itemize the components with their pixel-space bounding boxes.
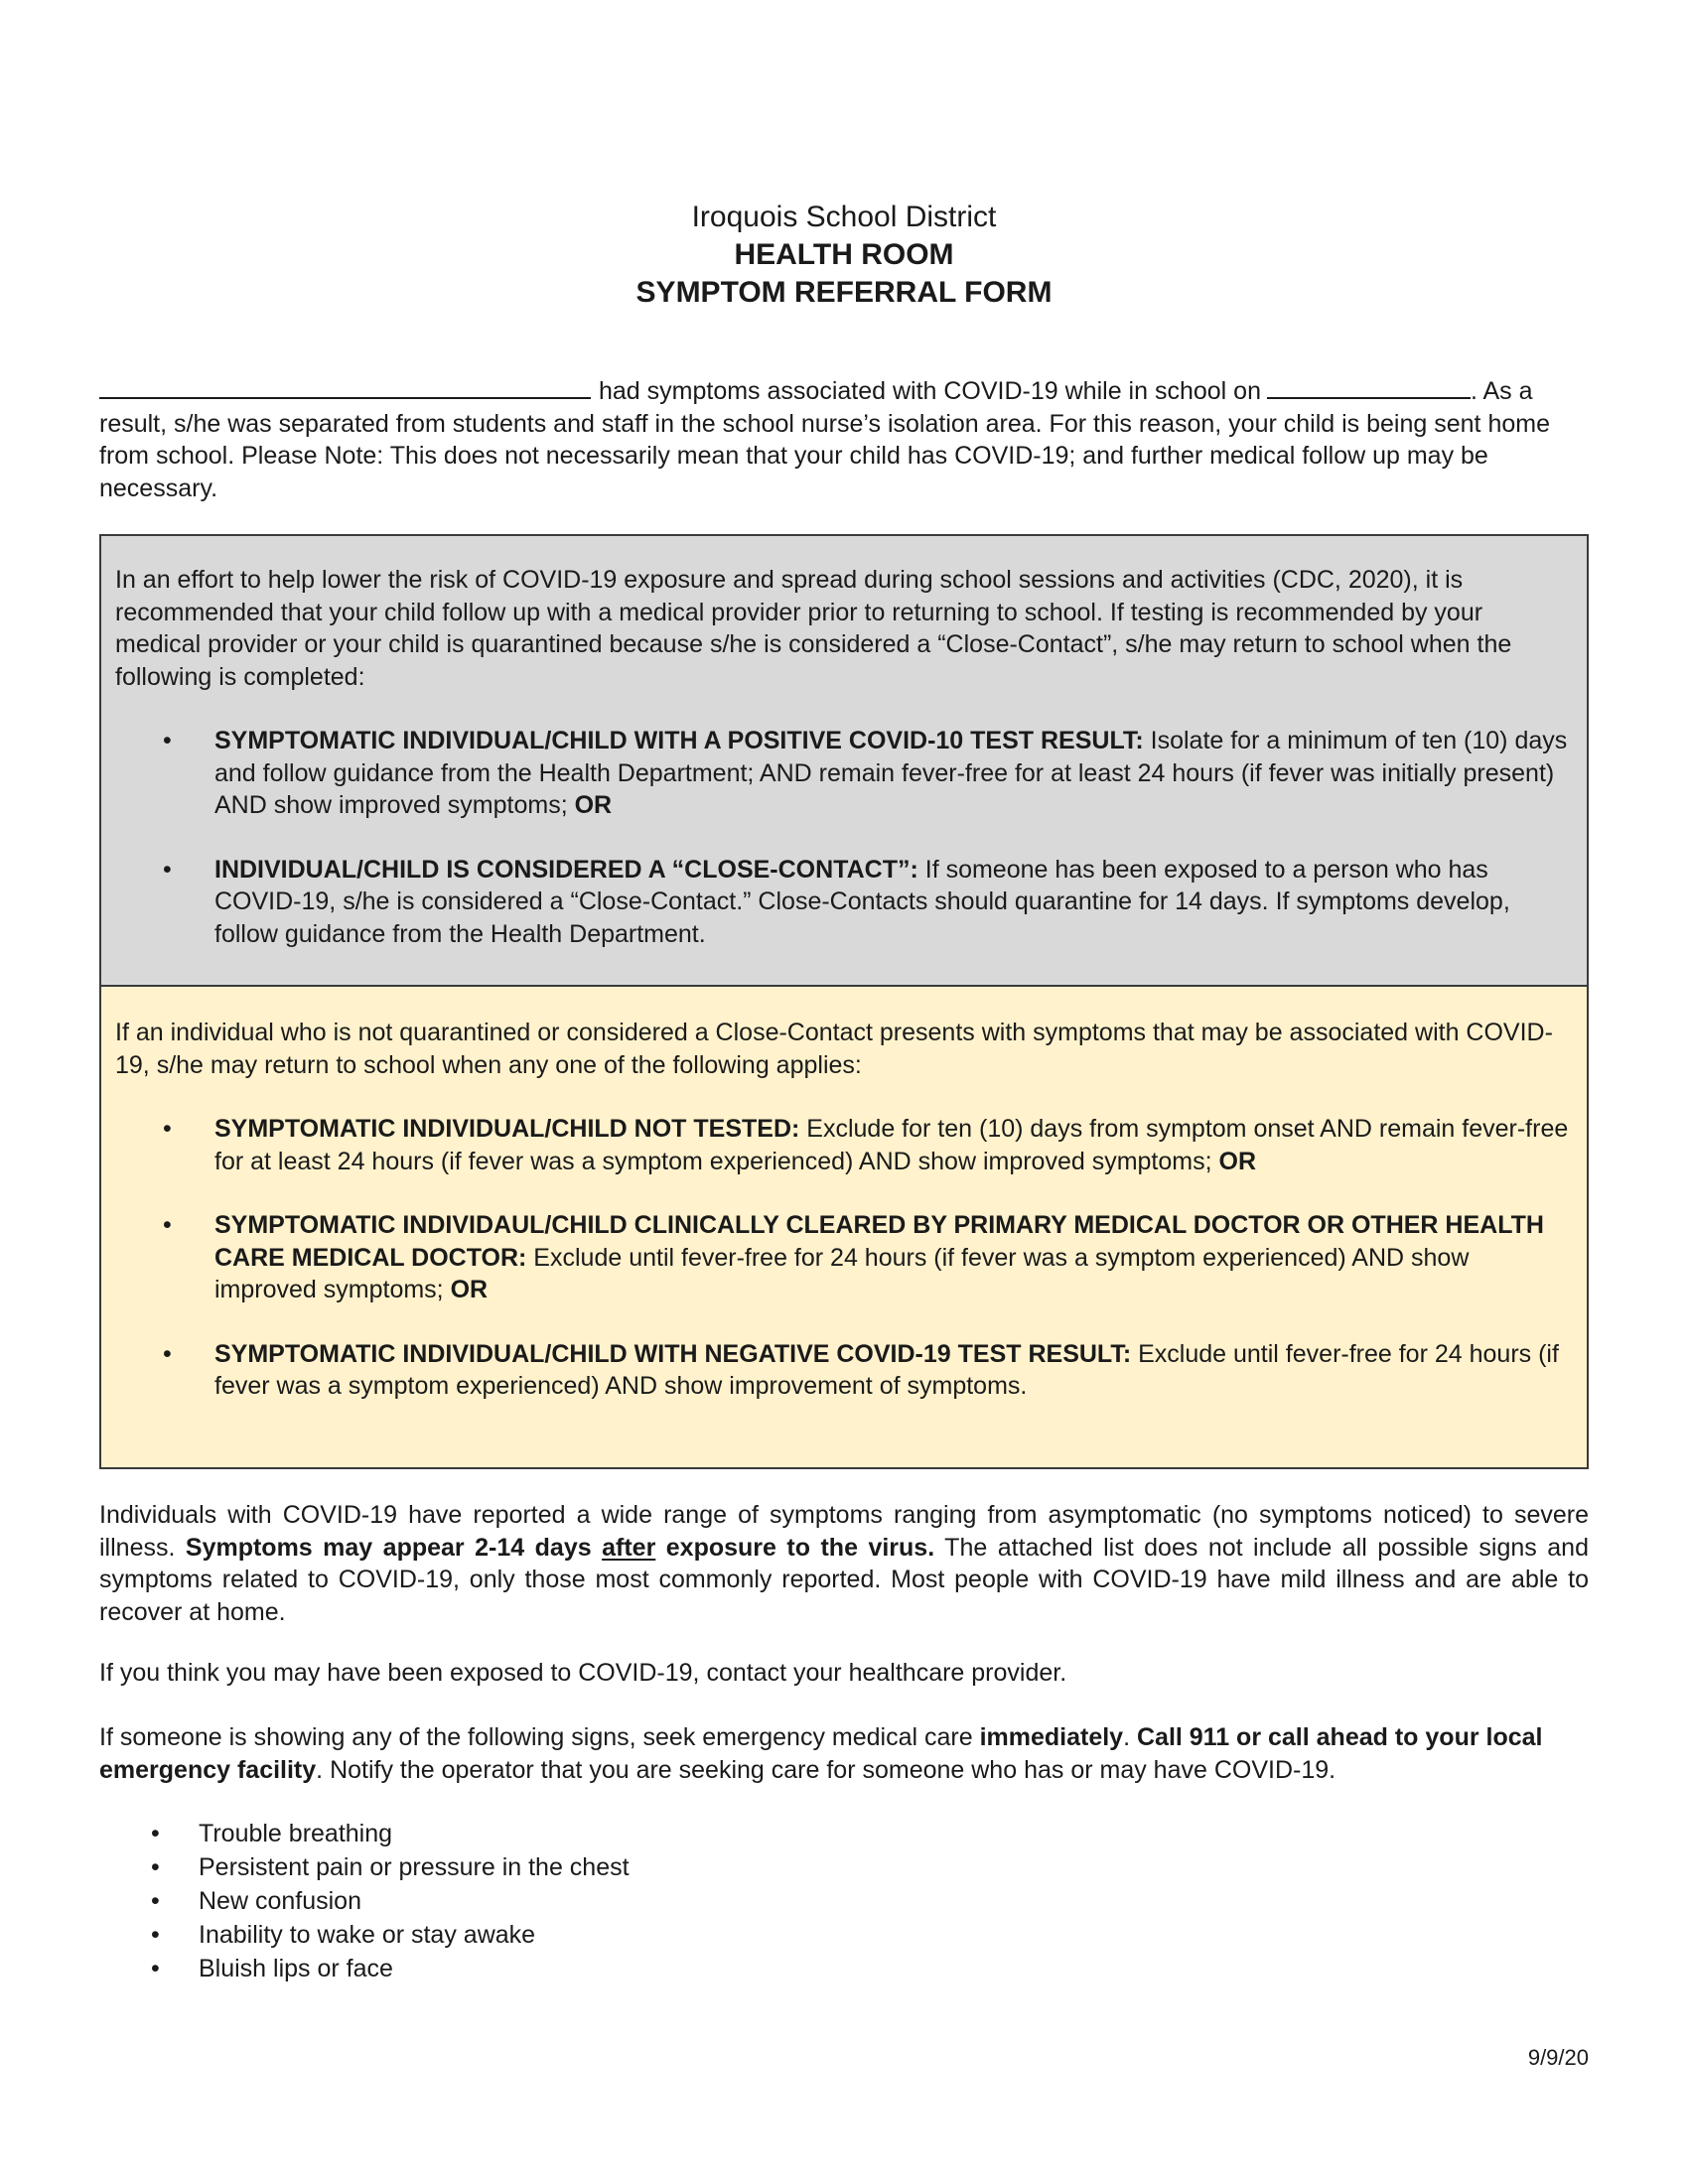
footer-date: 9/9/20: [1527, 2045, 1589, 2070]
quarantine-paragraph: In an effort to help lower the risk of COVID-19 exposure and spread during school sessions and activities (CDC, 2020), it is recommended that your child follow up with a medical provider prior to returning to school. If testing is recommended by your medical provider or your child is quarantined because s/he is considered a “Close-Contact”, s/he may return to school when the following is completed:: [115, 566, 1512, 691]
bullet-icon: •: [163, 727, 172, 754]
sign-label: Inability to wake or stay awake: [199, 1921, 536, 1949]
bullet-icon: •: [163, 1339, 172, 1368]
p3-text-c: . Notify the operator that you are seeking care for someone who has or may have COVID-19.: [316, 1755, 1336, 1784]
sign-label: Bluish lips or face: [199, 1955, 393, 1982]
bullet-icon: •: [163, 1211, 172, 1239]
symptoms-info-paragraph: [99, 1499, 1589, 1628]
list-item: [115, 854, 1573, 951]
list-item: [99, 1884, 1589, 1918]
list-item: [99, 1850, 1589, 1884]
sign-label: Trouble breathing: [199, 1820, 393, 1847]
date-blank[interactable]: [1267, 375, 1471, 399]
list-item: [115, 1338, 1573, 1403]
item-suffix: OR: [450, 1276, 489, 1303]
exposure-contact-paragraph: If you think you may have been exposed to COVID-19, contact your healthcare provider.: [99, 1659, 1067, 1687]
guidance-boxes: [99, 534, 1589, 1469]
intro-paragraph: [99, 375, 1589, 504]
item-heading: SYMPTOMATIC INDIVIDAUL/CHILD CLINICALLY CLEARED BY PRIMARY MEDICAL DOCTOR OR OTHER HEALTH CARE MEDICAL DOCTOR:: [214, 1211, 1544, 1272]
item-heading: SYMPTOMATIC INDIVIDUAL/CHILD WITH A POSITIVE COVID-10 TEST RESULT:: [214, 727, 1144, 754]
bullet-icon: •: [151, 1887, 160, 1915]
list-item: [115, 1113, 1573, 1177]
student-name-blank[interactable]: [99, 375, 591, 399]
p3-bold-a: immediately: [979, 1723, 1124, 1751]
p1-text-b: The attached list does not include all possible signs and symptoms related to COVID-19, only those most commonly reported. Most people with COVID-19 have mild illness and are able to recover at home.: [99, 1533, 1589, 1626]
bullet-icon: •: [163, 1115, 172, 1143]
p1-bold-a: Symptoms may appear 2-14 days: [185, 1533, 603, 1562]
p1-text-a: Individuals with COVID-19 have reported a wide range of symptoms ranging from asymptomatic (no symptoms noticed) to severe illness.: [99, 1501, 1589, 1562]
sign-label: Persistent pain or pressure in the chest: [199, 1853, 630, 1881]
item-suffix: OR: [574, 791, 613, 819]
document-page: [99, 0, 1589, 2184]
intro-text-1: had symptoms associated with COVID-19 while in school on: [599, 377, 1261, 405]
item-text: Isolate for a minimum of ten (10) days and follow guidance from the Health Department; AND remain fever-free for at least 24 hours (if fever was initially present) AND show improved symptoms;: [214, 727, 1568, 819]
item-heading: SYMPTOMATIC INDIVIDUAL/CHILD NOT TESTED:: [214, 1115, 800, 1143]
item-heading: SYMPTOMATIC INDIVIDUAL/CHILD WITH NEGATIVE COVID-19 TEST RESULT:: [214, 1339, 1132, 1368]
district-name: Iroquois School District: [691, 201, 997, 233]
list-item: [99, 1918, 1589, 1952]
intro-text-1-end: .: [1470, 377, 1477, 405]
bullet-icon: •: [151, 1820, 160, 1847]
item-text: If someone has been exposed to a person who has COVID-19, s/he is considered a “Close-Contact.” Close-Contacts should quarantine for 14 days. If symptoms develop, follow guidance from the Health Department.: [214, 855, 1510, 948]
bullet-icon: •: [151, 1853, 160, 1881]
list-item: [99, 1952, 1589, 1985]
bullet-icon: •: [163, 855, 172, 884]
form-title-line1: HEALTH ROOM: [734, 238, 954, 271]
list-item: [115, 1209, 1573, 1306]
list-item: [99, 1817, 1589, 1850]
item-heading: INDIVIDUAL/CHILD IS CONSIDERED A “CLOSE-CONTACT”:: [214, 855, 918, 884]
sign-label: New confusion: [199, 1887, 361, 1915]
p3-text-a: If someone is showing any of the following signs, seek emergency medical care: [99, 1723, 980, 1751]
emergency-paragraph: [99, 1721, 1589, 1786]
quarantine-guidance-box: [101, 536, 1587, 987]
symptomatic-list: [115, 1113, 1573, 1403]
p3-text-b: .: [1123, 1723, 1137, 1751]
symptomatic-paragraph: If an individual who is not quarantined or considered a Close-Contact presents with symptoms that may be associated with COVID-19, s/he may return to school when any one of the following applies:: [115, 1019, 1553, 1079]
symptomatic-guidance-box: [101, 987, 1587, 1467]
p1-bold-underline: after: [602, 1533, 656, 1562]
emergency-signs-list: [99, 1817, 1589, 1985]
item-text: Exclude for ten (10) days from symptom onset AND remain fever-free for at least 24 hours (if fever was a symptom experienced) AND show improved symptoms;: [214, 1115, 1569, 1175]
item-suffix: OR: [1218, 1147, 1256, 1175]
quarantine-list: [115, 725, 1573, 950]
p1-bold-b: exposure to the virus.: [655, 1533, 935, 1562]
list-item: [115, 725, 1573, 822]
title-block: [99, 199, 1589, 312]
intro-text-2: As a result, s/he was separated from students and staff in the school nurse’s isolation area. For this reason, your child is being sent home from school. Please Note: This does not necessarily mean that your child has COVID-19; and further medical follow up may be necessary.: [99, 377, 1550, 502]
bullet-icon: •: [151, 1921, 160, 1949]
item-text: Exclude until fever-free for 24 hours (if fever was a symptom experienced) AND show improved symptoms;: [214, 1243, 1470, 1303]
form-title-line2: SYMPTOM REFERRAL FORM: [635, 276, 1053, 309]
p3-bold-b: Call 911 or call ahead to your local emergency facility: [99, 1723, 1543, 1784]
bullet-icon: •: [151, 1955, 160, 1982]
item-text: Exclude until fever-free for 24 hours (if fever was a symptom experienced) AND show improvement of symptoms.: [214, 1339, 1559, 1400]
